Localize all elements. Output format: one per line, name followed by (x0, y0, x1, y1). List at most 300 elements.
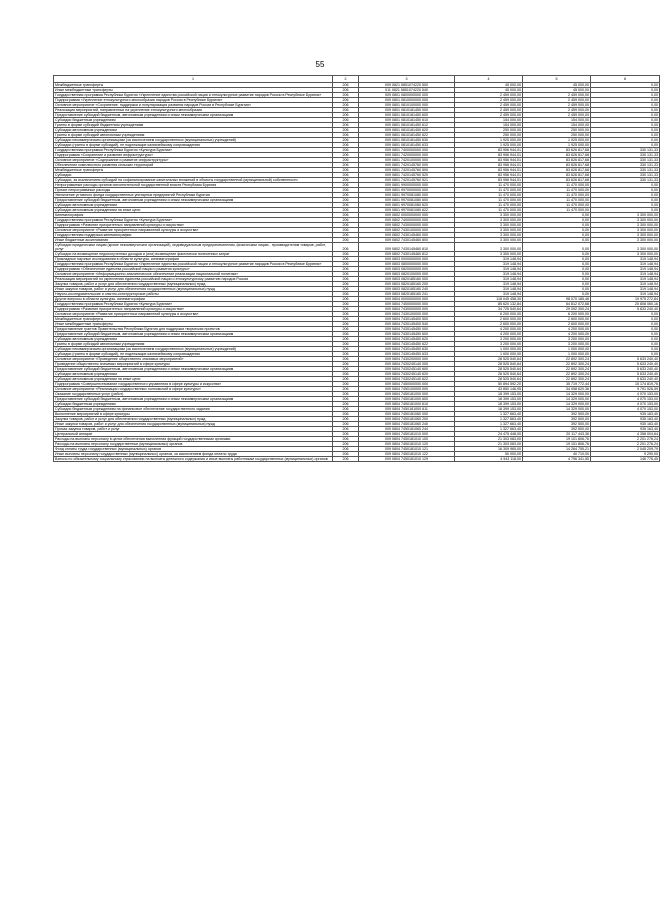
row-approved-cell: 83 956 944,01 (455, 153, 523, 158)
row-code-cell: 206 (333, 88, 359, 93)
row-code-cell: 206 (333, 188, 359, 193)
row-approved-cell: 50 894 592,20 (455, 382, 523, 387)
row-remainder-cell: 0,00 (591, 143, 660, 148)
row-remainder-cell: 935 163,40 (591, 412, 660, 417)
row-classification-cell: 009 0804 0000000000 000 (359, 297, 455, 302)
row-name-cell: Субсидии автономным учреждениям (54, 337, 333, 342)
row-remainder-cell: 3 300 000,00 (591, 243, 660, 252)
row-approved-cell: 319 148,94 (455, 262, 523, 267)
row-classification-cell: 009 0801 0810181450 610 (359, 118, 455, 123)
row-executed-cell: 19 101 806,76 (523, 437, 591, 442)
row-classification-cell: 009 0804 7430100000 000 (359, 312, 455, 317)
row-code-cell: 206 (333, 193, 359, 198)
row-approved-cell: 24 475 448,00 (455, 432, 523, 437)
row-name-cell: Расходы на выплаты персоналу в целях обеспечения выполнения функций государственными органами (54, 437, 333, 442)
row-classification-cell: 009 0802 7430000000 000 (359, 223, 455, 228)
row-classification-cell: 009 0802 7430145460 810 (359, 243, 455, 252)
row-name-cell: Предоставление грантов Правительства Республики Бурятия для поддержки творческих проектов (54, 327, 333, 332)
row-name-cell: Субсидии автономным учреждениям (54, 372, 333, 377)
row-name-cell: Прикладные научные исследования в области культуры, кинематографии (54, 257, 333, 262)
row-executed-cell: 0,00 (523, 243, 591, 252)
row-name-cell: Субсидии автономным учреждениям (54, 128, 333, 133)
row-approved-cell: 319 148,94 (455, 257, 523, 262)
row-executed-cell: 98 070 185,46 (523, 297, 591, 302)
row-approved-cell: 1 000 000,00 (455, 352, 523, 357)
row-approved-cell: 4 943 118,00 (455, 457, 523, 462)
row-approved-cell: 319 148,94 (455, 287, 523, 292)
row-remainder-cell: 0,00 (591, 133, 660, 138)
row-approved-cell: 1 327 663,40 (455, 427, 523, 432)
row-approved-cell: 154 000,00 (455, 123, 523, 128)
row-classification-cell: 009 0804 7450000000 000 (359, 382, 455, 387)
row-executed-cell: 2 459 000,00 (523, 113, 591, 118)
row-code-cell: 206 (333, 332, 359, 337)
row-approved-cell: 28 525 540,64 (455, 357, 523, 362)
row-approved-cell: 3 200 000,00 (455, 342, 523, 347)
row-code-cell: 206 (333, 93, 359, 98)
row-remainder-cell: 0,00 (591, 98, 660, 103)
row-approved-cell: 83 956 944,01 (455, 168, 523, 173)
row-code-cell: 206 (333, 143, 359, 148)
row-name-cell: Расходы на выплаты персоналу государственных (муниципальных) органов (54, 442, 333, 447)
row-name-cell: Субсидии бюджетным учреждениям на финансовое обеспечение государственного задания (54, 407, 333, 412)
row-name-cell: Субсидии автономным учреждениям на иные цели (54, 377, 333, 382)
row-name-cell: Основное мероприятие «Сохранение, поддержка и популяризация развития народов России в Республике Бурятия» (54, 103, 333, 108)
row-approved-cell: 18 399 153,00 (455, 397, 523, 402)
row-approved-cell: 319 148,94 (455, 292, 523, 297)
row-classification-cell: 009 0804 7430245140 000 (359, 362, 455, 367)
row-approved-cell: 3 200 000,00 (455, 337, 523, 342)
row-executed-cell: 0,00 (523, 287, 591, 292)
row-classification-cell: 009 0804 7430145450 000 (359, 327, 455, 332)
row-code-cell: 206 (333, 267, 359, 272)
row-remainder-cell: 0,00 (591, 123, 660, 128)
row-executed-cell: 2 600 000,00 (523, 317, 591, 322)
row-code-cell: 206 (333, 98, 359, 103)
row-code-cell: 206 (333, 412, 359, 417)
row-executed-cell: 29 092 300,24 (523, 307, 591, 312)
row-approved-cell: 4 200 000,00 (455, 332, 523, 337)
row-executed-cell: 392 500,00 (523, 412, 591, 417)
row-remainder-cell: 935 163,40 (591, 427, 660, 432)
row-executed-cell: 83 626 817,68 (523, 148, 591, 153)
row-executed-cell: 4 200 000,00 (523, 332, 591, 337)
row-executed-cell: 2 459 000,00 (523, 93, 591, 98)
row-remainder-cell: 5 633 240,40 (591, 372, 660, 377)
row-code-cell: 206 (333, 178, 359, 183)
row-executed-cell: 0,00 (523, 267, 591, 272)
row-remainder-cell: 330 131,33 (591, 158, 660, 163)
row-code-cell: 206 (333, 233, 359, 238)
row-executed-cell: 0,00 (523, 223, 591, 228)
row-executed-cell: 11 470 000,00 (523, 203, 591, 208)
row-remainder-cell: 0,00 (591, 342, 660, 347)
row-name-cell: Закупка товаров, работ и услуг для обеспечения государственных (муниципальных) нужд (54, 417, 333, 422)
row-name-cell: Субсидии некоммерческим организациям (за исключением государственных (муниципальных) учреждений) (54, 347, 333, 352)
row-remainder-cell: 4 070 153,00 (591, 402, 660, 407)
row-classification-cell: 009 0803 0820185160 200 (359, 282, 455, 287)
row-name-cell: Реализация мероприятий, направленных на укрепление этнокультурного многообразия (54, 108, 333, 113)
row-executed-cell: 154 000,00 (523, 123, 591, 128)
row-classification-cell: 009 0801 9970081080 600 (359, 198, 455, 203)
row-remainder-cell: 0,00 (591, 113, 660, 118)
row-remainder-cell: 0,00 (591, 138, 660, 143)
row-remainder-cell: 319 148,94 (591, 282, 660, 287)
row-remainder-cell: 5 633 240,40 (591, 377, 660, 382)
row-executed-cell: 45 000,00 (523, 88, 591, 93)
row-code-cell: 206 (333, 238, 359, 243)
row-name-cell: Иные закупки товаров, работ и услуг для обеспечения государственных (муниципальных) нужд (54, 287, 333, 292)
row-executed-cell: 2 459 000,00 (523, 108, 591, 113)
row-classification-cell: 009 0804 7400000000 000 (359, 302, 455, 307)
row-remainder-cell: 5 633 240,40 (591, 367, 660, 372)
row-remainder-cell: 4 070 153,00 (591, 407, 660, 412)
row-approved-cell: 83 956 944,01 (455, 148, 523, 153)
row-code-cell: 206 (333, 422, 359, 427)
table-header-row (54, 76, 660, 83)
row-classification-cell: 009 0801 0810181450 633 (359, 143, 455, 148)
row-name-cell: Фонд оплаты труда государственных (муниципальных) органов (54, 447, 333, 452)
row-approved-cell: 319 148,94 (455, 272, 523, 277)
row-classification-cell: 009 0801 7420100000 000 (359, 158, 455, 163)
row-approved-cell: 11 470 000,00 (455, 193, 523, 198)
row-name-cell: Реализация мероприятий по укреплению единства российской нации и этнокультурному развитию народов России (54, 277, 333, 282)
row-name-cell: Закупка товаров, работ и услуг для обеспечения государственных (муниципальных) нужд (54, 282, 333, 287)
row-classification-cell: 009 0801 0810181450 600 (359, 113, 455, 118)
row-name-cell: Субсидии на возмещение недополученных доходов и (или) возмещение фактически понесенных затрат (54, 252, 333, 257)
row-classification-cell: 009 0804 7430145400 540 (359, 322, 455, 327)
column-header: 5 (523, 76, 591, 83)
row-approved-cell: 1 000 000,00 (455, 347, 523, 352)
row-remainder-cell: 3 300 000,00 (591, 233, 660, 238)
row-name-cell: Государственная программа Республики Бурятия «Культура Бурятии» (54, 302, 333, 307)
row-name-cell: Гранты в форме субсидий автономным учреждениям (54, 133, 333, 138)
row-approved-cell: 3 300 000,00 (455, 228, 523, 233)
row-remainder-cell: 0,00 (591, 183, 660, 188)
row-classification-cell: 009 0803 0800000000 000 (359, 262, 455, 267)
row-classification-cell: 009 0803 0820185160 241 (359, 292, 455, 297)
row-executed-cell: 19 101 806,76 (523, 442, 591, 447)
row-code-cell: 206 (333, 452, 359, 457)
row-executed-cell: 11 470 000,00 (523, 198, 591, 203)
row-executed-cell: 0,00 (523, 218, 591, 223)
row-approved-cell: 28 525 540,64 (455, 367, 523, 372)
row-remainder-cell: 0,00 (591, 103, 660, 108)
row-executed-cell: 2 459 000,00 (523, 98, 591, 103)
row-remainder-cell: 330 131,33 (591, 163, 660, 168)
row-classification-cell: 009 0801 9970081080 622 (359, 208, 455, 213)
row-approved-cell: 34 725 540,64 (455, 307, 523, 312)
row-code-cell: 206 (333, 118, 359, 123)
row-name-cell: Другие вопросы в области культуры, кинематографии (54, 297, 333, 302)
row-approved-cell: 250 000,00 (455, 133, 523, 138)
row-approved-cell: 83 956 944,01 (455, 173, 523, 178)
row-executed-cell: 11 470 000,00 (523, 188, 591, 193)
row-executed-cell: 14 329 000,00 (523, 407, 591, 412)
row-name-cell: Межбюджетные трансферты (54, 83, 333, 88)
row-remainder-cell: 20 808 060,16 (591, 302, 660, 307)
row-executed-cell: 3 200 000,00 (523, 337, 591, 342)
row-executed-cell: 45 000,00 (523, 83, 591, 88)
row-classification-cell: 009 0804 7450181000 610 (359, 402, 455, 407)
row-code-cell: 206 (333, 133, 359, 138)
row-name-cell: Обеспечение комплексного развития сельских территорий (54, 163, 333, 168)
row-remainder-cell: 0,00 (591, 118, 660, 123)
row-approved-cell: 118 045 458,30 (455, 297, 523, 302)
row-code-cell: 206 (333, 208, 359, 213)
row-approved-cell: 3 300 000,00 (455, 252, 523, 257)
row-name-cell: Центральный аппарат (54, 432, 333, 437)
row-remainder-cell: 0,00 (591, 128, 660, 133)
row-remainder-cell: 330 131,33 (591, 168, 660, 173)
row-name-cell: Подпрограмма «Обеспечение единства российской нации и развития культуры» (54, 267, 333, 272)
row-classification-cell: 009 0804 7430245140 600 (359, 367, 455, 372)
row-approved-cell: 28 525 540,64 (455, 372, 523, 377)
row-approved-cell: 28 525 540,64 (455, 362, 523, 367)
row-remainder-cell: 319 148,94 (591, 272, 660, 277)
row-classification-cell: 009 0802 7430145460 000 (359, 233, 455, 238)
row-code-cell: 206 (333, 113, 359, 118)
row-name-cell: Подпрограмма «Развитие приоритетных направлений культуры и искусства» (54, 223, 333, 228)
row-name-cell: Субсидии (гранты в форме субсидий), не подлежащие казначейскому сопровождению (54, 143, 333, 148)
row-remainder-cell: 9 791 526,59 (591, 387, 660, 392)
row-remainder-cell: 319 148,94 (591, 257, 660, 262)
row-remainder-cell: 15 174 819,76 (591, 382, 660, 387)
row-remainder-cell: 0,00 (591, 352, 660, 357)
row-name-cell: Предоставление субсидий бюджетным, автономным учреждениям и иным некоммерческим организациям (54, 367, 333, 372)
row-remainder-cell: 319 148,94 (591, 267, 660, 272)
row-code-cell: 206 (333, 243, 359, 252)
row-classification-cell: 009 0802 7430145460 800 (359, 238, 455, 243)
column-header: 3 (359, 76, 455, 83)
row-executed-cell: 250 000,00 (523, 133, 591, 138)
row-executed-cell: 3 200 000,00 (523, 342, 591, 347)
row-classification-cell: 009 0801 0810181450 620 (359, 128, 455, 133)
row-remainder-cell: 319 148,94 (591, 287, 660, 292)
row-name-cell: Оказание государственных услуг (работ) (54, 392, 333, 397)
row-remainder-cell: 9 290,00 (591, 452, 660, 457)
row-code-cell: 206 (333, 128, 359, 133)
row-name-cell: Подпрограмма «Сохранение и развитие инфраструктуры» (54, 153, 333, 158)
row-code-cell: 206 (333, 277, 359, 282)
row-code-cell: 206 (333, 437, 359, 442)
row-name-cell: Предоставление субсидий бюджетным, автономным учреждениям и иным некоммерческим организациям (54, 332, 333, 337)
row-classification-cell: 009 0801 0810181450 622 (359, 133, 455, 138)
row-classification-cell: 009 0801 7420145760 500 (359, 168, 455, 173)
row-executed-cell: 22 892 300,24 (523, 372, 591, 377)
row-approved-cell: 319 148,94 (455, 267, 523, 272)
row-approved-cell: 11 470 000,00 (455, 183, 523, 188)
row-classification-cell: 009 0801 9970081080 000 (359, 193, 455, 198)
row-code-cell: 206 (333, 257, 359, 262)
table-row (54, 243, 660, 252)
row-remainder-cell: 146 776,45 (591, 457, 660, 462)
row-executed-cell: 392 500,00 (523, 422, 591, 427)
row-name-cell: Субсидии бюджетным учреждениям (54, 118, 333, 123)
row-executed-cell: 0,00 (523, 292, 591, 297)
row-classification-cell: 009 0801 0810100000 000 (359, 103, 455, 108)
row-classification-cell: 009 0804 7430145450 633 (359, 352, 455, 357)
row-classification-cell: 009 0802 7430100000 000 (359, 228, 455, 233)
row-name-cell: Государственная программа Республики Бурятия «Культура Бурятии» (54, 148, 333, 153)
row-name-cell: Основное мероприятие «Реализация государственных полномочий в сфере культуры» (54, 387, 333, 392)
row-code-cell: 206 (333, 148, 359, 153)
row-code-cell: 206 (333, 337, 359, 342)
row-executed-cell: 83 626 817,68 (523, 178, 591, 183)
row-classification-cell: 009 0804 7430200000 000 (359, 357, 455, 362)
row-executed-cell: 4 200 000,00 (523, 327, 591, 332)
row-approved-cell: 3 300 000,00 (455, 243, 523, 252)
row-code-cell: 206 (333, 223, 359, 228)
row-code-cell: 206 (333, 407, 359, 412)
row-name-cell: Прочие непрограммные расходы (54, 188, 333, 193)
row-code-cell: 206 (333, 103, 359, 108)
row-classification-cell: 009 0804 7450181060 244 (359, 427, 455, 432)
row-approved-cell: 16 309 965,00 (455, 447, 523, 452)
row-name-cell: Подпрограмма «Совершенствование государственного управления в сфере культуры и искусства» (54, 382, 333, 387)
row-executed-cell: 154 000,00 (523, 118, 591, 123)
row-executed-cell: 0,00 (523, 228, 591, 233)
row-code-cell: 206 (333, 382, 359, 387)
row-approved-cell: 18 399 153,00 (455, 407, 523, 412)
row-name-cell: Государственная программа Республики Бурятия «Укрепление единства российской нации и этнокультурное развитие народов России в Республике Бурятия» (54, 262, 333, 267)
row-remainder-cell: 935 163,40 (591, 422, 660, 427)
row-classification-cell: 009 0804 7450181060 240 (359, 422, 455, 427)
row-approved-cell: 1 327 663,40 (455, 417, 523, 422)
row-remainder-cell: 0,00 (591, 108, 660, 113)
row-name-cell: Предоставление субсидий бюджетным, автономным учреждениям и иным некоммерческим организациям (54, 198, 333, 203)
row-code-cell: 206 (333, 362, 359, 367)
row-name-cell: Иные закупки товаров, работ и услуг для обеспечения государственных (муниципальных) нужд (54, 422, 333, 427)
row-remainder-cell: 0,00 (591, 203, 660, 208)
row-executed-cell: 40 710,00 (523, 452, 591, 457)
row-approved-cell: 4 200 000,00 (455, 327, 523, 332)
row-executed-cell: 83 626 817,68 (523, 168, 591, 173)
row-remainder-cell: 0,00 (591, 188, 660, 193)
row-remainder-cell: 3 300 000,00 (591, 218, 660, 223)
row-approved-cell: 18 399 153,00 (455, 392, 523, 397)
row-code-cell: 206 (333, 432, 359, 437)
row-code-cell: 206 (333, 282, 359, 287)
row-classification-cell: 009 0803 0000000000 000 (359, 257, 455, 262)
row-classification-cell: 009 0801 0810181450 000 (359, 108, 455, 113)
row-name-cell: Подпрограмма «Развитие приоритетных направлений культуры и искусства» (54, 307, 333, 312)
row-name-cell: Иные выплаты персоналу государственных (муниципальных) органов, за исключением фонда оплаты труда (54, 452, 333, 457)
row-approved-cell: 11 470 000,00 (455, 203, 523, 208)
row-name-cell: Субсидии автономным учреждениям на иные цели (54, 208, 333, 213)
row-approved-cell: 1 327 663,40 (455, 422, 523, 427)
row-executed-cell: 6 200 000,00 (523, 312, 591, 317)
row-classification-cell: 009 0803 0820000000 000 (359, 267, 455, 272)
row-approved-cell: 83 956 944,01 (455, 178, 523, 183)
row-classification-cell: 009 0801 0810181450 630 (359, 138, 455, 143)
row-remainder-cell: 2 201 276,24 (591, 437, 660, 442)
row-approved-cell: 45 000,00 (455, 88, 523, 93)
row-approved-cell: 3 300 000,00 (455, 223, 523, 228)
row-executed-cell: 0,00 (523, 262, 591, 267)
row-classification-cell: 009 0804 7430145450 600 (359, 332, 455, 337)
row-executed-cell: 64 812 072,68 (523, 302, 591, 307)
row-remainder-cell: 0,00 (591, 93, 660, 98)
row-approved-cell: 1 925 000,00 (455, 138, 523, 143)
row-code-cell: 206 (333, 153, 359, 158)
row-name-cell: Предоставление субсидий бюджетным, автономным учреждениям и иным некоммерческим организациям (54, 113, 333, 118)
row-code-cell: 206 (333, 83, 359, 88)
row-code-cell: 206 (333, 183, 359, 188)
row-executed-cell: 1 925 000,00 (523, 138, 591, 143)
row-approved-cell: 250 000,00 (455, 128, 523, 133)
row-code-cell: 206 (333, 447, 359, 452)
row-code-cell: 206 (333, 322, 359, 327)
row-name-cell: Основное мероприятие «Развитие приоритетных направлений культуры и искусства» (54, 228, 333, 233)
row-approved-cell: 43 850 146,95 (455, 387, 523, 392)
row-approved-cell: 2 459 000,00 (455, 113, 523, 118)
row-name-cell: Основное мероприятие «Развитие приоритетных направлений культуры и искусства» (54, 312, 333, 317)
row-name-cell: Непрограммные расходы органов исполнительной государственной власти Республики Бурятия (54, 183, 333, 188)
table-body (54, 83, 660, 462)
row-remainder-cell: 0,00 (591, 312, 660, 317)
row-name-cell: Субсидии автономным учреждениям (54, 203, 333, 208)
row-approved-cell: 21 303 083,00 (455, 437, 523, 442)
row-executed-cell: 11 470 000,00 (523, 193, 591, 198)
row-name-cell: Проведение общественно значимых мероприятий в сфере культуры (54, 362, 333, 367)
row-classification-cell: 009 0804 7430145450 630 (359, 347, 455, 352)
row-remainder-cell: 319 148,94 (591, 262, 660, 267)
row-name-cell: Межбюджетные трансферты (54, 168, 333, 173)
row-remainder-cell: 319 148,94 (591, 277, 660, 282)
row-executed-cell: 4 796 341,55 (523, 457, 591, 462)
row-remainder-cell: 4 070 153,00 (591, 392, 660, 397)
row-name-cell: Иные межбюджетные трансферты (54, 322, 333, 327)
row-executed-cell: 1 000 000,00 (523, 347, 591, 352)
row-classification-cell: 009 0802 7400000000 000 (359, 218, 455, 223)
row-approved-cell: 2 600 000,00 (455, 317, 523, 322)
row-executed-cell: 0,00 (523, 233, 591, 238)
row-approved-cell: 28 525 540,64 (455, 377, 523, 382)
row-remainder-cell: 2 045 209,79 (591, 447, 660, 452)
row-remainder-cell: 330 131,33 (591, 153, 660, 158)
row-name-cell: Субсидии (54, 173, 333, 178)
row-remainder-cell: 5 633 240,40 (591, 307, 660, 312)
row-classification-cell: 009 0804 7430145450 620 (359, 337, 455, 342)
row-classification-cell: 009 0804 7450181010 121 (359, 447, 455, 452)
row-code-cell: 206 (333, 342, 359, 347)
row-remainder-cell: 935 163,40 (591, 417, 660, 422)
row-remainder-cell: 4 358 004,64 (591, 432, 660, 437)
row-code-cell: 206 (333, 168, 359, 173)
row-executed-cell: 83 626 817,68 (523, 158, 591, 163)
row-code-cell: 206 (333, 397, 359, 402)
row-approved-cell: 2 459 000,00 (455, 93, 523, 98)
row-code-cell: 206 (333, 228, 359, 233)
row-code-cell: 206 (333, 307, 359, 312)
row-approved-cell: 3 300 000,00 (455, 233, 523, 238)
row-remainder-cell: 5 633 240,40 (591, 362, 660, 367)
row-code-cell: 206 (333, 302, 359, 307)
row-name-cell: Межбюджетные трансферты (54, 317, 333, 322)
row-executed-cell: 0,00 (523, 272, 591, 277)
row-executed-cell: 14 264 755,21 (523, 447, 591, 452)
row-remainder-cell: 0,00 (591, 327, 660, 332)
column-header: 6 (591, 76, 660, 83)
row-executed-cell: 83 626 817,68 (523, 153, 591, 158)
row-classification-cell: 009 0803 0820185160 000 (359, 277, 455, 282)
row-approved-cell: 154 000,00 (455, 118, 523, 123)
row-executed-cell: 2 459 000,00 (523, 103, 591, 108)
row-name-cell: Основное мероприятие «Информационно-аналитическое обеспечение реализации национальной политики» (54, 272, 333, 277)
row-name-cell: Взносы по обязательному социальному страхованию на выплаты денежного содержания и иные выплаты работникам государственных (муниципальных) органов (54, 457, 333, 462)
row-approved-cell: 3 300 000,00 (455, 238, 523, 243)
